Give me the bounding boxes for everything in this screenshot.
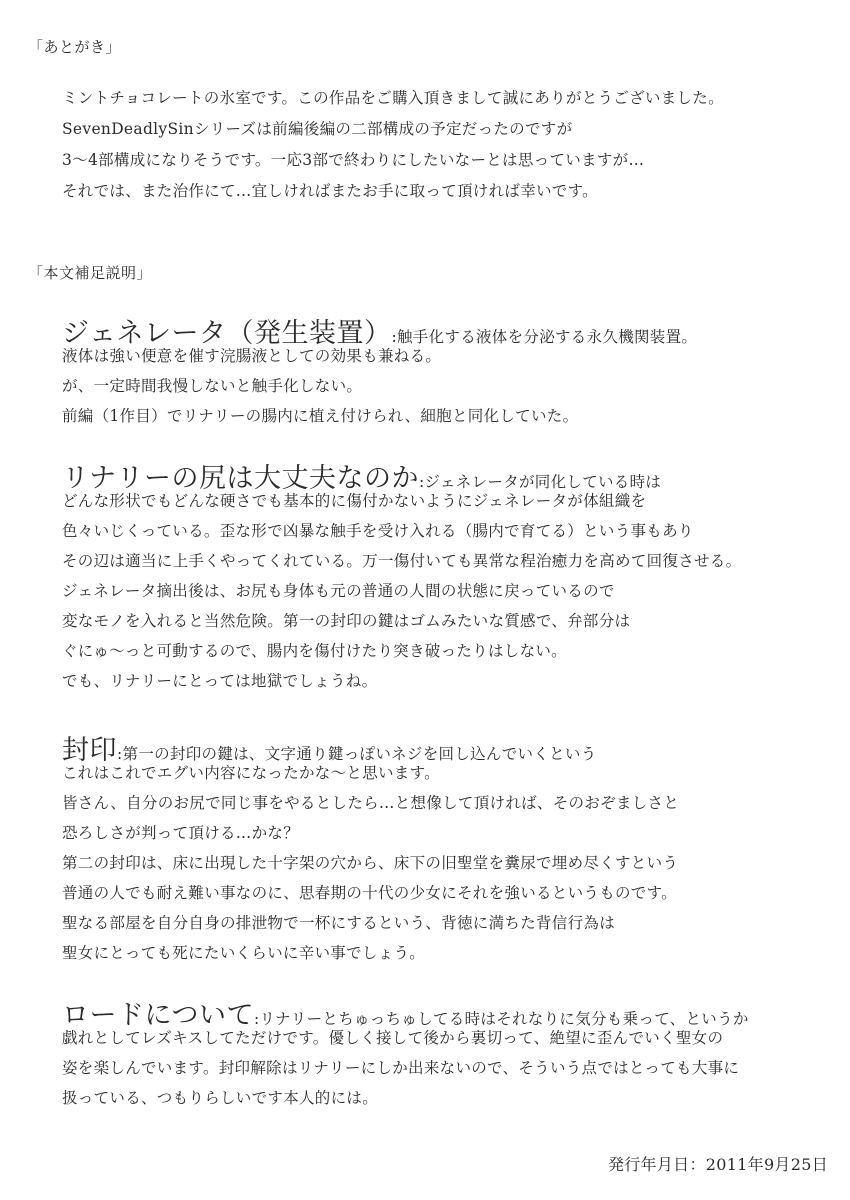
section-line: 戯れとしてレズキスしてただけです。優しく接して後から裏切って、絶望に歪んでいく聖女の (62, 1029, 724, 1047)
section-line: その辺は適当に上手くやってくれている。万一傷付いても異常な程治癒力を高めて回復させる。 (62, 552, 742, 570)
section-colon: : (418, 473, 425, 491)
afterword-line: それでは、また治作にて…宜しければまたお手に取って頂ければ幸いです。 (62, 182, 598, 200)
section-first-desc: 触手化する液体を分泌する永久機関装置。 (397, 328, 698, 346)
section-line: どんな形状でもどんな硬さでも基本的に傷付かないようにジェネレータが体組織を (62, 492, 647, 510)
section-line: が、一定時間我慢しないと触手化しない。 (62, 377, 363, 395)
section-first-desc: 第一の封印の鍵は、文字通り鍵っぽいネジを回し込んでいくという (122, 745, 597, 763)
section-first-desc: ジェネレータが同化している時は (424, 473, 662, 491)
section-colon: : (253, 1010, 260, 1028)
section-line: 扱っている、つもりらしいです本人的には。 (62, 1089, 379, 1107)
section-line: 聖なる部屋を自分自身の排泄物で一杯にするという、背徳に満ちた背信行為は (62, 914, 616, 932)
section-line: 恐ろしさが判って頂ける…かな？ (62, 824, 300, 842)
section-line: でも、リナリーにとっては地獄でしょうね。 (62, 672, 378, 690)
publication-date: 発行年月日：2011年9月25日 (607, 1155, 828, 1174)
supplement-label: 「本文補足説明」 (28, 264, 153, 282)
section-line: 普通の人でも耐え難い事なのに、思春期の十代の少女にそれを強いるというものです。 (62, 884, 677, 902)
section-heading: リナリーの尻は大丈夫なのか (62, 463, 419, 494)
section-line: 色々いじくっている。歪な形で凶暴な触手を受け入れる（腸内で育てる）という事もあり (62, 522, 694, 540)
section-line: 変なモノを入れると当然危険。第一の封印の鍵はゴムみたいな質感で、弁部分は (62, 612, 631, 630)
section-colon: : (391, 328, 397, 346)
afterword-line: 3～4部構成になりそうです。一応3部で終わりにしたいなーとは思っていますが… (62, 151, 645, 169)
section-line: ぐにゅ～っと可動するので、腸内を傷付けたり突き破ったりはしない。 (62, 642, 567, 660)
afterword-line: SevenDeadlySinシリーズは前編後編の二部構成の予定だったのですが (62, 120, 573, 138)
section-line: 液体は強い便意を催す浣腸液としての効果も兼ねる。 (62, 347, 442, 365)
section-line: 皆さん、自分のお尻で同じ事をやるとしたら…と想像して頂ければ、そのおぞましさと (62, 794, 680, 812)
section-heading: ロードについて (62, 1000, 254, 1031)
section-line: 聖女にとっても死にたいくらいに辛い事でしょう。 (62, 944, 426, 962)
section-line: 姿を楽しんでいます。封印解除はリナリーにしか出来ないので、そういう点ではとっても大事に (62, 1059, 740, 1077)
section-heading: ジェネレータ（発生装置） (62, 318, 392, 349)
section-heading: 封印 (62, 735, 117, 766)
section-line: 前編（1作目）でリナリーの腸内に植え付けられ、細胞と同化していた。 (62, 407, 579, 425)
section-first-desc: リナリーとちゅっちゅしてる時はそれなりに気分も乗って、というか (259, 1010, 749, 1028)
section-line: ジェネレータ摘出後は、お尻も身体も元の普通の人間の状態に戻っているので (62, 582, 615, 600)
afterword-line: ミントチョコレートの氷室です。この作品をご購入頂きまして誠にありがとうございました。 (62, 89, 724, 107)
section-line: 第二の封印は、床に出現した十字架の穴から、床下の旧聖堂を糞尿で埋め尽くすという (62, 854, 679, 872)
afterword-label: 「あとがき」 (28, 38, 122, 56)
section-line: これはこれでエグい内容になったかな～と思います。 (62, 764, 440, 782)
section-colon: : (117, 745, 123, 763)
